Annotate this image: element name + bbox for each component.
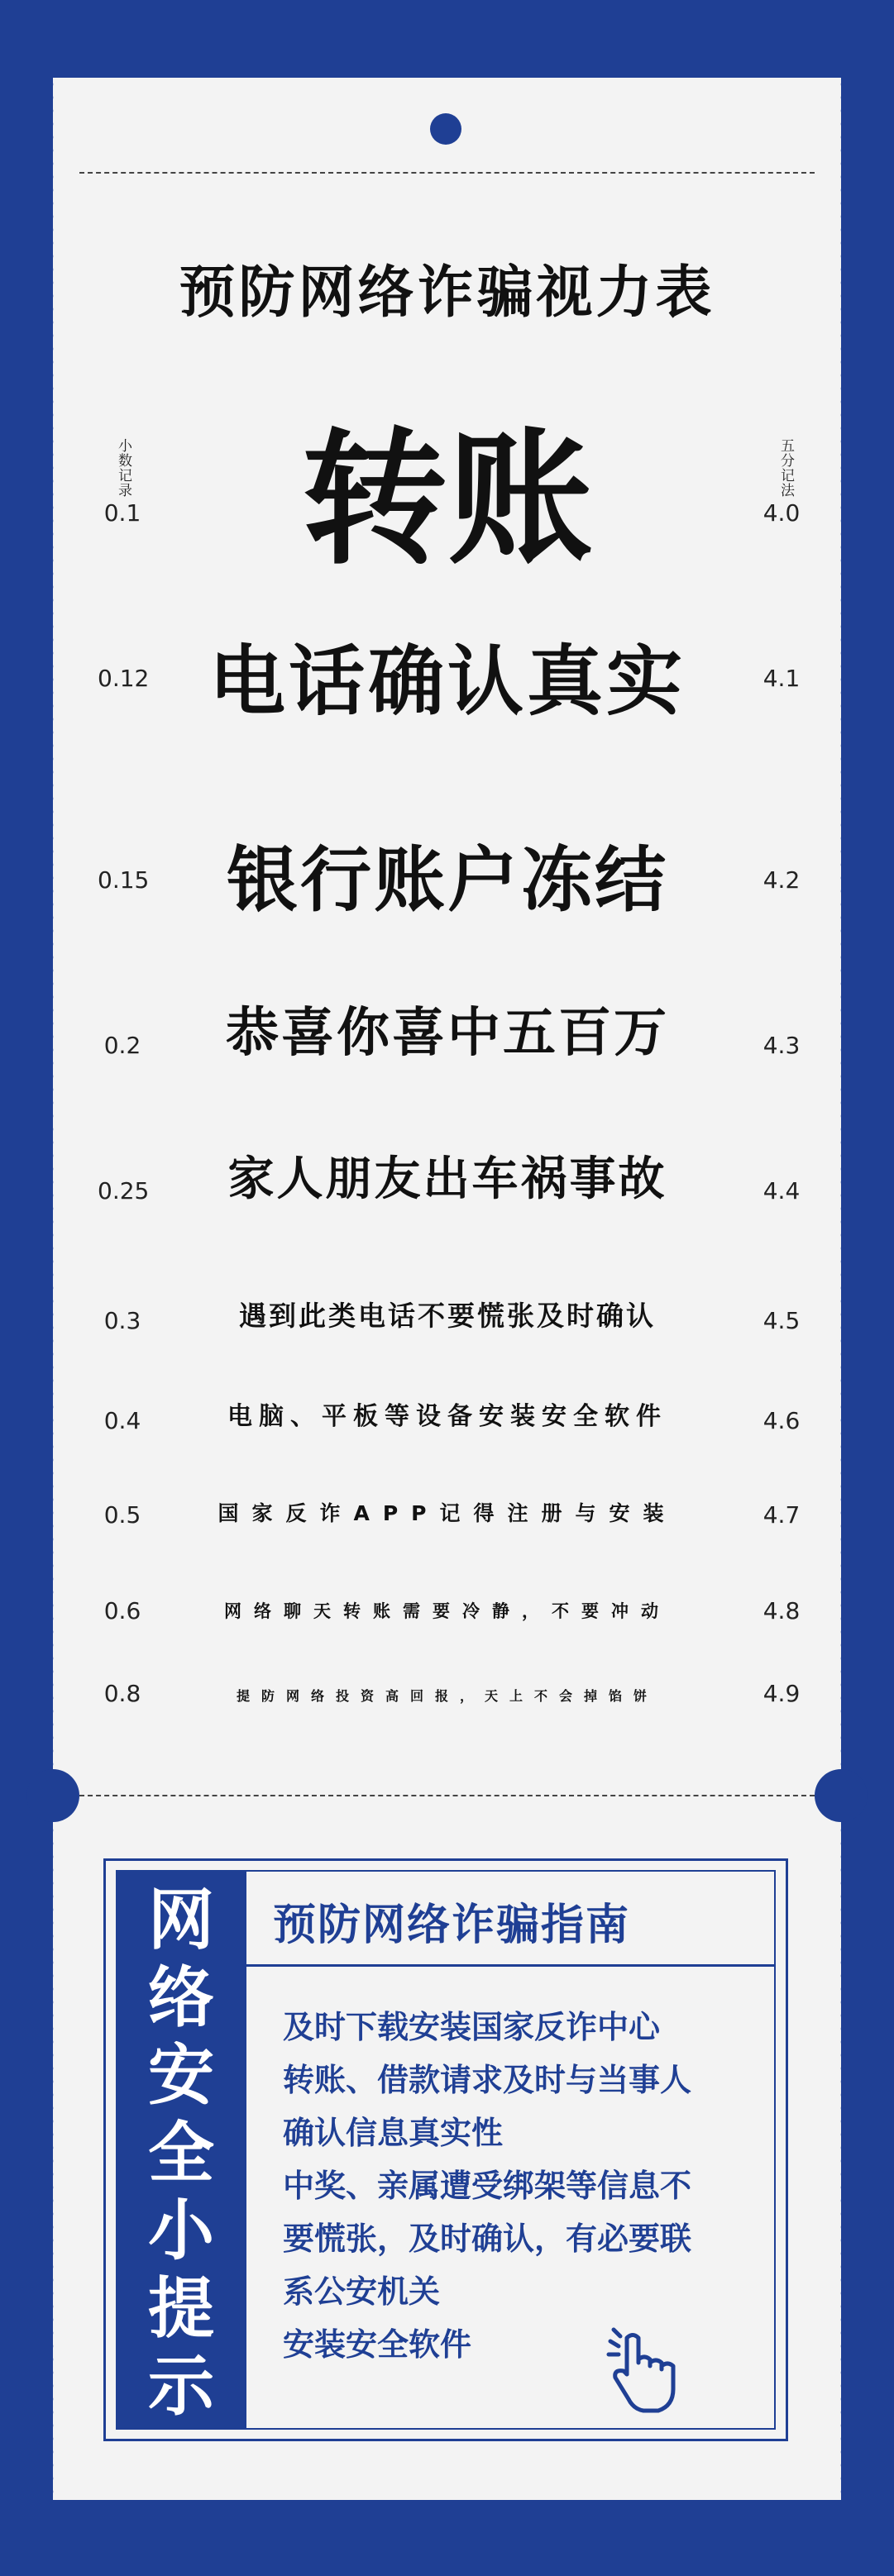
ticket-left-edge (48, 78, 58, 2500)
decimal-value: 0.2 (103, 1032, 141, 1059)
five-point-value: 4.8 (763, 1597, 801, 1624)
guide-line: 确认信息真实性 (283, 2115, 504, 2151)
pointing-hand-icon (604, 2321, 703, 2421)
decimal-value: 0.15 (98, 866, 150, 894)
five-point-value: 4.3 (763, 1032, 801, 1059)
five-point-value: 4.5 (763, 1307, 801, 1334)
side-label-char: 示 (148, 2348, 214, 2425)
side-label-char: 全 (148, 2115, 214, 2192)
decimal-caption: 小数记录 (115, 438, 131, 498)
divider-middle (79, 1795, 815, 1796)
chart-line: 提防网络投资高回报，天上不会掉馅饼 (236, 1688, 658, 1704)
ticket-right-edge (836, 78, 846, 2500)
chart-line: 国家反诈APP记得注册与安装 (218, 1501, 677, 1525)
guide-line: 系公安机关 (283, 2273, 441, 2310)
decimal-value: 0.4 (103, 1407, 141, 1434)
guide-line: 要慌张，及时确认，有必要联 (283, 2221, 692, 2257)
chart-line: 转账 (301, 415, 593, 584)
side-label-char: 提 (148, 2270, 214, 2347)
chart-line: 电脑、平板等设备安装安全软件 (227, 1402, 667, 1431)
five-point-value: 4.7 (763, 1501, 801, 1529)
guide-text (283, 2001, 763, 2371)
guide-heading: 预防网络诈骗指南 (273, 1901, 631, 1950)
decimal-value: 0.8 (103, 1680, 141, 1707)
chart-line: 银行账户冻结 (227, 839, 668, 922)
decimal-value: 0.25 (98, 1177, 150, 1205)
guide-line: 安装安全软件 (283, 2326, 472, 2363)
chart-line: 网络聊天转账需要冷静，不要冲动 (224, 1601, 671, 1621)
five-point-value: 4.4 (763, 1177, 801, 1205)
five-point-value: 4.9 (763, 1680, 801, 1707)
chart-line: 恭喜你喜中五百万 (226, 1003, 669, 1064)
five-point-caption: 五分记法 (777, 438, 794, 498)
five-point-value: 4.0 (763, 499, 801, 527)
five-point-value: 4.6 (763, 1407, 801, 1434)
page-title: 预防网络诈骗视力表 (179, 260, 715, 326)
side-label-char: 安 (148, 2037, 214, 2114)
ticket-notch-left (26, 1769, 79, 1822)
side-label-char: 网 (148, 1882, 214, 1958)
chart-line: 遇到此类电话不要慌张及时确认 (239, 1300, 656, 1332)
guide-side-label (116, 1870, 246, 2430)
five-point-value: 4.1 (763, 665, 801, 692)
five-point-value: 4.2 (763, 866, 801, 894)
decimal-value: 0.1 (103, 499, 141, 527)
decimal-value: 0.3 (103, 1307, 141, 1334)
decimal-value: 0.12 (98, 665, 150, 692)
side-label-char: 络 (148, 1959, 214, 2036)
guide-heading-rule (246, 1964, 776, 1967)
chart-line: 电话确认真实 (208, 637, 686, 726)
guide-line: 中奖、亲属遭受绑架等信息不 (283, 2168, 692, 2204)
decimal-value: 0.6 (103, 1597, 141, 1624)
guide-line: 及时下载安装国家反诈中心 (283, 2009, 661, 2045)
guide-line: 转账、借款请求及时与当事人 (283, 2062, 692, 2098)
side-label-char: 小 (148, 2192, 214, 2269)
divider-top (79, 172, 815, 174)
punch-hole (430, 113, 461, 145)
ticket-notch-right (815, 1769, 868, 1822)
chart-line: 家人朋友出车祸事故 (227, 1152, 667, 1206)
decimal-value: 0.5 (103, 1501, 141, 1529)
